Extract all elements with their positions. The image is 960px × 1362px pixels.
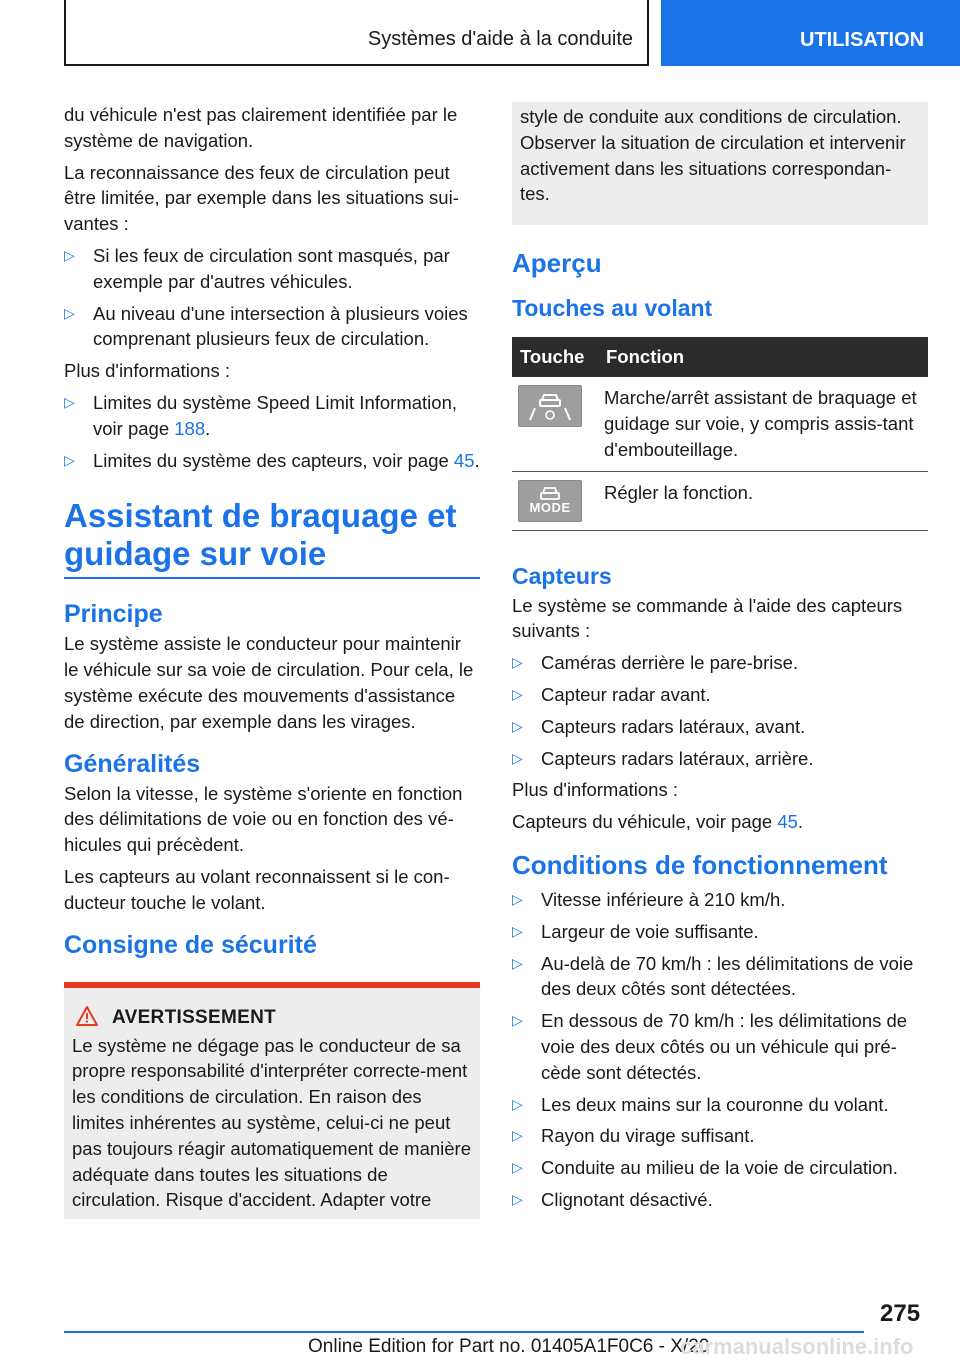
footer-divider [64,1331,864,1333]
page-number: 275 [880,1300,921,1327]
list-item: ▷ Conduite au milieu de la voie de circulation. [512,1155,928,1181]
list-item: ▷ Limites du système Speed Limit Information, voir page 188. [64,391,457,439]
warning-triangle-icon [76,1006,98,1031]
paragraph: Le système se commande à l'aide des capteurs suivants : [512,594,903,642]
paragraph: Le système assiste le conducteur pour maintenir le véhicule sur sa voie de circulation. Pour cela, le système exécute des mouvements d'assistance de direction, par exemple dans les virages. [64,633,474,732]
section-heading: Principe [64,600,163,629]
list-item: ▷ Caméras derrière le pare-brise. [512,650,928,676]
function-cell: Régler la fonction. [598,471,928,530]
list-item: ▷ Limites du système des capteurs, voir page 45. [64,448,480,474]
table-row [512,471,928,530]
bullet-list [512,887,928,1213]
section-heading: Conditions de fonctionnement [512,849,888,880]
warning-title: AVERTISSEMENT [112,1007,277,1029]
triangle-bullet-icon: ▷ [512,749,523,766]
page-link[interactable]: 188 [174,417,206,439]
triangle-bullet-icon: ▷ [512,1190,523,1207]
triangle-bullet-icon: ▷ [512,1127,523,1144]
paragraph: Plus d'informations : [64,360,230,382]
mode-key-label: MODE [529,499,571,515]
section-heading: Consigne de sécurité [64,930,317,959]
triangle-bullet-icon: ▷ [512,1012,523,1029]
mode-key-icon [518,480,582,522]
table-header-row [512,337,928,377]
section-heading: Aperçu [512,248,602,279]
triangle-bullet-icon: ▷ [64,451,75,468]
triangle-bullet-icon: ▷ [512,1159,523,1176]
column-header-key: Touche [512,337,598,377]
list-item: ▷ Si les feux de circulation sont masqués, par exemple par d'autres véhicules. [64,244,450,292]
list-item: ▷ Au niveau d'une intersection à plusieurs voies comprenant plusieurs feux de circulation. [64,302,468,350]
list-item: ▷ Clignotant désactivé. [512,1187,928,1213]
chapter-title: Systèmes d'aide à la conduite [367,28,633,50]
triangle-bullet-icon: ▷ [512,717,523,734]
right-column [512,102,928,1219]
triangle-bullet-icon: ▷ [512,890,523,907]
bullet-list [512,650,928,771]
key-cell [512,377,598,471]
chapter-heading: Assistant de braquage et guidage sur voie [64,497,480,579]
table-row [512,377,928,471]
page-link[interactable]: 45 [777,811,798,833]
triangle-bullet-icon: ▷ [64,304,75,321]
triangle-bullet-icon: ▷ [512,1095,523,1112]
lane-assist-key-icon [518,385,582,427]
list-item: ▷ En dessous de 70 km/h : les délimitations de voie des deux côtés ou un véhicule qui pré-cède sont détectés. [512,1010,908,1083]
left-column [64,102,480,1219]
section-tab-label: UTILISATION [800,29,925,51]
column-header-function: Fonction [598,337,928,377]
warning-text: style de conduite aux conditions de circulation. Observer la situation de circulation et intervenir activement dans les situations correspondan-tes. [520,106,906,205]
warning-box [64,982,480,1220]
header-section-tab [661,0,960,66]
paragraph: Capteurs du véhicule, voir page 45. [512,811,804,833]
triangle-bullet-icon: ▷ [64,393,75,410]
list-item: ▷ Capteur radar avant. [512,682,928,708]
header-chapter-box [64,0,649,66]
paragraph: Plus d'informations : [512,779,678,801]
triangle-bullet-icon: ▷ [512,654,523,671]
function-cell: Marche/arrêt assistant de braquage et guidage sur voie, y compris assis-tant d'embouteillage. [598,377,928,471]
list-item: ▷ Capteurs radars latéraux, avant. [512,714,928,740]
triangle-bullet-icon: ▷ [512,922,523,939]
edition-text: Online Edition for Part no. 01405A1F0C6 - X/20 [308,1336,710,1357]
warning-header [72,1006,472,1031]
key-cell [512,471,598,530]
watermark: carmanualsonline.info [680,1334,914,1359]
bullet-list [64,390,480,473]
list-item: ▷ Capteurs radars latéraux, arrière. [512,746,928,772]
keys-table [512,337,928,530]
paragraph: Selon la vitesse, le système s'oriente en fonction des délimitations de voie ou en fonction des vé-hicules qui précèdent. [64,782,463,856]
bullet-list [64,243,480,352]
paragraph: La reconnaissance des feux de circulation peut être limitée, par exemple dans les situations sui-vantes : [64,161,459,235]
paragraph: Les capteurs au volant reconnaissent si le con-ducteur touche le volant. [64,865,450,913]
triangle-bullet-icon: ▷ [512,685,523,702]
list-item: ▷ Rayon du virage suffisant. [512,1123,928,1149]
list-item: ▷ Largeur de voie suffisante. [512,919,928,945]
page-link[interactable]: 45 [453,449,475,471]
list-item: ▷ Au-delà de 70 km/h : les délimitations de voie des deux côtés sont détectées. [512,952,914,1000]
section-heading: Généralités [64,749,201,778]
subsection-heading: Touches au volant [512,295,713,322]
warning-box-continued [512,102,928,225]
subsection-heading: Capteurs [512,562,612,589]
triangle-bullet-icon: ▷ [512,954,523,971]
paragraph: du véhicule n'est pas clairement identifiée par le système de navigation. [64,104,458,151]
triangle-bullet-icon: ▷ [64,246,75,263]
list-item: ▷ Vitesse inférieure à 210 km/h. [512,887,928,913]
warning-text: Le système ne dégage pas le conducteur de sa propre responsabilité d'interpréter correcte-ment les conditions de circulation. En raison des limites inhérentes au système, celui-ci ne peut pas toujours réagir automatiquement de manière adéquate dans toutes les situations de circulation. Risque d'accident. Adapter votre [72,1034,472,1211]
list-item: ▷ Les deux mains sur la couronne du volant. [512,1092,928,1118]
